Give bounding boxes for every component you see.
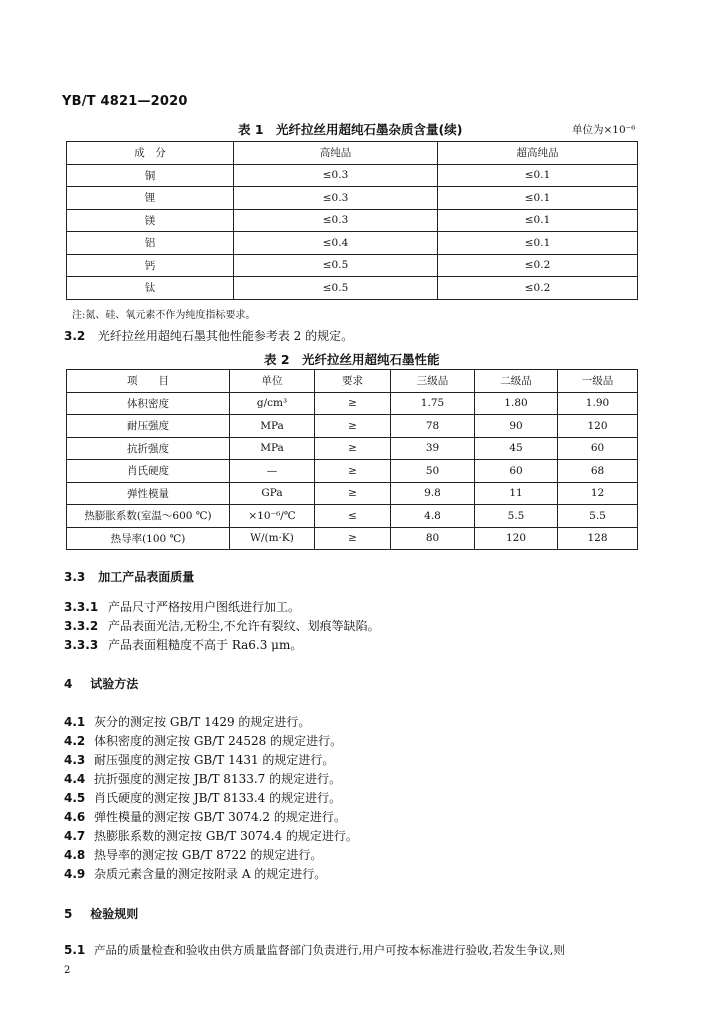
table-row bbox=[67, 254, 638, 277]
table-cell: 5.5 bbox=[475, 505, 558, 528]
clause-text: 体积密度的测定按 GB/T 24528 的规定进行。 bbox=[94, 734, 343, 748]
table-cell: ≤0.1 bbox=[438, 232, 638, 255]
table-cell: 肖氏硬度 bbox=[67, 460, 230, 483]
table-cell: 钙 bbox=[67, 254, 234, 277]
clause-number: 4.7 bbox=[64, 829, 86, 843]
clause-text: 产品的质量检查和验收由供方质量监督部门负责进行,用户可按本标准进行验收,若发生争议,则 bbox=[94, 943, 565, 957]
table2-header-cell: 二级品 bbox=[475, 370, 558, 393]
table-row bbox=[67, 187, 638, 210]
table-cell: 1.75 bbox=[391, 392, 475, 415]
table-cell: 热膨胀系数(室温～600 ℃) bbox=[67, 505, 230, 528]
table-cell: 5.5 bbox=[558, 505, 638, 528]
section-number: 4 bbox=[64, 677, 73, 691]
table-cell: ≤0.3 bbox=[234, 164, 438, 187]
table-cell: ≤0.4 bbox=[234, 232, 438, 255]
clause-4-9 bbox=[64, 865, 326, 882]
section-title: 加工产品表面质量 bbox=[98, 570, 195, 584]
clause-number: 4.9 bbox=[64, 867, 86, 881]
table-cell: 弹性模量 bbox=[67, 482, 230, 505]
table-cell: ≤0.1 bbox=[438, 187, 638, 210]
clause-number: 4.4 bbox=[64, 772, 86, 786]
table2-header-cell: 三级品 bbox=[391, 370, 475, 393]
clause-number: 4.2 bbox=[64, 734, 86, 748]
table2-caption: 表 2 光纤拉丝用超纯石墨性能 bbox=[264, 352, 440, 367]
table-cell: 1.80 bbox=[475, 392, 558, 415]
clause-4-2 bbox=[64, 732, 342, 749]
table-cell: ≤0.1 bbox=[438, 164, 638, 187]
table-cell: ≤0.3 bbox=[234, 187, 438, 210]
table-cell: 镁 bbox=[67, 209, 234, 232]
table-cell: 铜 bbox=[67, 164, 234, 187]
table-cell: 120 bbox=[475, 527, 558, 550]
table1-header-cell: 高纯品 bbox=[234, 142, 438, 165]
table-cell: 12 bbox=[558, 482, 638, 505]
clause-number: 4.3 bbox=[64, 753, 86, 767]
table-cell: ≤0.5 bbox=[234, 254, 438, 277]
table1-unit: 单位为×10⁻⁶ bbox=[572, 124, 636, 136]
table-cell: ≥ bbox=[315, 415, 391, 438]
table-row bbox=[67, 437, 638, 460]
table-cell: MPa bbox=[230, 437, 315, 460]
clause-number: 4.6 bbox=[64, 810, 86, 824]
table-cell: 耐压强度 bbox=[67, 415, 230, 438]
table2-header-cell: 单位 bbox=[230, 370, 315, 393]
table-row bbox=[67, 415, 638, 438]
clause-number: 5.1 bbox=[64, 943, 86, 957]
table1-header-cell: 成 分 bbox=[67, 142, 234, 165]
table-cell: ≥ bbox=[315, 392, 391, 415]
table-cell: 9.8 bbox=[391, 482, 475, 505]
clause-text: 热导率的测定按 GB/T 8722 的规定进行。 bbox=[94, 848, 323, 862]
clause-text: 杂质元素含量的测定按附录 A 的规定进行。 bbox=[94, 867, 327, 881]
table-cell: 4.8 bbox=[391, 505, 475, 528]
table2-header-cell: 项 目 bbox=[67, 370, 230, 393]
clause-number: 3.3.1 bbox=[64, 600, 99, 614]
clause-text: 产品表面光洁,无粉尘,不允许有裂纹、划痕等缺陷。 bbox=[108, 619, 380, 633]
table-cell: W/(m·K) bbox=[230, 527, 315, 550]
clause-number: 3.3.3 bbox=[64, 638, 99, 652]
table-cell: 1.90 bbox=[558, 392, 638, 415]
section-4-heading bbox=[64, 675, 138, 692]
clause-4-5 bbox=[64, 789, 341, 806]
table1-caption: 表 1 光纤拉丝用超纯石墨杂质含量(续) bbox=[238, 122, 463, 137]
table-cell: ≤0.5 bbox=[234, 277, 438, 300]
table-row bbox=[67, 505, 638, 528]
table-row bbox=[67, 482, 638, 505]
table-cell: 39 bbox=[391, 437, 475, 460]
table-cell: MPa bbox=[230, 415, 315, 438]
clause-4-3 bbox=[64, 751, 334, 768]
clause-number: 4.5 bbox=[64, 791, 86, 805]
table-row bbox=[67, 392, 638, 415]
section-number: 5 bbox=[64, 907, 73, 921]
clause-text: 抗折强度的测定按 JB/T 8133.7 的规定进行。 bbox=[94, 772, 342, 786]
section-title: 试验方法 bbox=[90, 677, 139, 691]
table-cell: 热导率(100 ℃) bbox=[67, 527, 230, 550]
clause-text: 热膨胀系数的测定按 GB/T 3074.4 的规定进行。 bbox=[94, 829, 358, 843]
table-cell: 80 bbox=[391, 527, 475, 550]
table-row bbox=[67, 209, 638, 232]
table-cell: g/cm³ bbox=[230, 392, 315, 415]
table-cell: 锂 bbox=[67, 187, 234, 210]
table1-header-cell: 超高纯品 bbox=[438, 142, 638, 165]
table-row bbox=[67, 232, 638, 255]
table-cell: ×10⁻⁶/℃ bbox=[230, 505, 315, 528]
clause-3-3-2 bbox=[64, 617, 380, 634]
clause-4-1 bbox=[64, 713, 310, 730]
section-number: 3.3 bbox=[64, 570, 86, 584]
clause-4-7 bbox=[64, 827, 358, 844]
section-5-heading bbox=[64, 905, 138, 922]
clause-3-3-1 bbox=[64, 598, 300, 615]
table-cell: 60 bbox=[475, 460, 558, 483]
table-cell: 120 bbox=[558, 415, 638, 438]
clause-text: 耐压强度的测定按 GB/T 1431 的规定进行。 bbox=[94, 753, 335, 767]
table-cell: ≤0.2 bbox=[438, 254, 638, 277]
table2 bbox=[66, 369, 638, 550]
table-cell: 60 bbox=[558, 437, 638, 460]
table-cell: 90 bbox=[475, 415, 558, 438]
clause-number: 3.3.2 bbox=[64, 619, 99, 633]
section-3-3-heading bbox=[64, 568, 194, 585]
table-cell: 50 bbox=[391, 460, 475, 483]
clause-number: 4.1 bbox=[64, 715, 86, 729]
table-cell: 铝 bbox=[67, 232, 234, 255]
table-cell: ≥ bbox=[315, 460, 391, 483]
table-cell: ≤0.3 bbox=[234, 209, 438, 232]
clause-text: 弹性模量的测定按 GB/T 3074.2 的规定进行。 bbox=[94, 810, 346, 824]
table-cell: 78 bbox=[391, 415, 475, 438]
table-cell: 钛 bbox=[67, 277, 234, 300]
table-cell: ≤0.2 bbox=[438, 277, 638, 300]
table-row bbox=[67, 277, 638, 300]
table-cell: 45 bbox=[475, 437, 558, 460]
clause-3-2 bbox=[64, 327, 353, 344]
table-cell: ≥ bbox=[315, 437, 391, 460]
clause-3-3-3 bbox=[64, 636, 302, 653]
clause-text: 灰分的测定按 GB/T 1429 的规定进行。 bbox=[94, 715, 311, 729]
table2-header-cell: 一级品 bbox=[558, 370, 638, 393]
table-cell: 体积密度 bbox=[67, 392, 230, 415]
table1-note: 注:氮、硅、氧元素不作为纯度指标要求。 bbox=[72, 310, 256, 321]
table-cell: ≤ bbox=[315, 505, 391, 528]
clause-4-6 bbox=[64, 808, 346, 825]
table1 bbox=[66, 141, 638, 300]
clause-text: 产品尺寸严格按用户图纸进行加工。 bbox=[108, 600, 301, 614]
table-cell: 128 bbox=[558, 527, 638, 550]
table2-header-row bbox=[67, 370, 638, 393]
table-row bbox=[67, 527, 638, 550]
clause-text: 产品表面粗糙度不高于 Ra6.3 μm。 bbox=[108, 638, 303, 652]
table-cell: 68 bbox=[558, 460, 638, 483]
table2-header-cell: 要求 bbox=[315, 370, 391, 393]
clause-text: 肖氏硬度的测定按 JB/T 8133.4 的规定进行。 bbox=[94, 791, 342, 805]
clause-5-1 bbox=[64, 942, 565, 958]
table-cell: 抗折强度 bbox=[67, 437, 230, 460]
table-cell: 11 bbox=[475, 482, 558, 505]
clause-text: 光纤拉丝用超纯石墨其他性能参考表 2 的规定。 bbox=[97, 329, 354, 343]
section-title: 检验规则 bbox=[90, 907, 139, 921]
page-number: 2 bbox=[64, 965, 71, 976]
document-code: YB/T 4821—2020 bbox=[62, 94, 188, 109]
table-cell: GPa bbox=[230, 482, 315, 505]
clause-4-8 bbox=[64, 846, 322, 863]
clause-4-4 bbox=[64, 770, 341, 787]
clause-number: 3.2 bbox=[64, 329, 86, 343]
clause-number: 4.8 bbox=[64, 848, 86, 862]
table-cell: ≥ bbox=[315, 527, 391, 550]
table-cell: ≥ bbox=[315, 482, 391, 505]
table-row bbox=[67, 460, 638, 483]
table1-header-row bbox=[67, 142, 638, 165]
table-cell: — bbox=[230, 460, 315, 483]
table-row bbox=[67, 164, 638, 187]
table-cell: ≤0.1 bbox=[438, 209, 638, 232]
